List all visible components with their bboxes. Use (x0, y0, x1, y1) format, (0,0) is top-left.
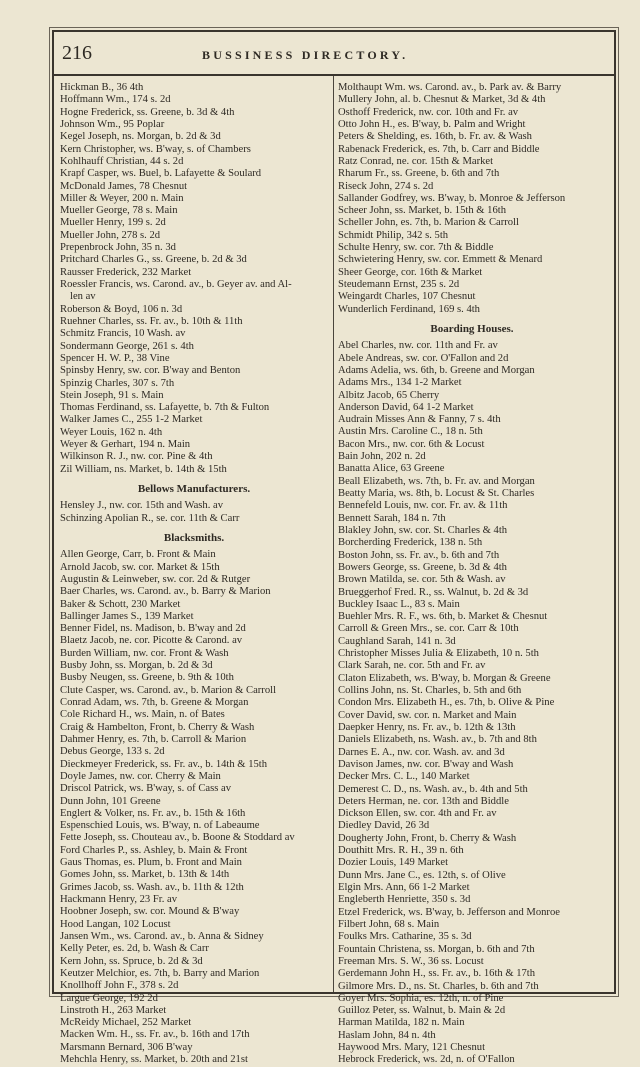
directory-entry: Molthaupt Wm. ws. Carond. av., b. Park av. & Barry (338, 82, 562, 93)
directory-entry: Thomas Ferdinand, ss. Lafayette, b. 7th & Fulton (60, 402, 270, 414)
directory-entry: Kern John, ss. Spruce, b. 2d & 3d (60, 955, 203, 967)
directory-entry: Decker Mrs. C. L., 140 Market (338, 771, 470, 783)
directory-entry: Mueller Henry, 199 s. 2d (60, 217, 166, 229)
directory-entry: Dunn Mrs. Jane C., es. 12th, s. of Olive (338, 869, 506, 881)
directory-entry: Rharum Fr., ss. Greene, b. 6th and 7th (338, 168, 500, 180)
directory-entry: Hebrock Frederick, ws. 2d, n. of O'Fallon (338, 1054, 515, 1066)
header-rule (54, 74, 614, 76)
directory-entry: Schulte Henry, sw. cor. 7th & Biddle (338, 242, 494, 254)
directory-entry: Conrad Adam, ws. 7th, b. Greene & Morgan (60, 697, 249, 708)
directory-entry: Allen George, Carr, b. Front & Main (60, 549, 216, 561)
directory-entry: Dieckmeyer Frederick, ss. Fr. av., b. 14th & 15th (60, 758, 268, 770)
directory-entry: Blaetz Jacob, ne. cor. Picotte & Carond. av (60, 635, 243, 647)
directory-entry: Caughland Sarah, 141 n. 3d (338, 635, 456, 647)
directory-entry: Foulks Mrs. Catharine, 35 s. 3d (338, 931, 472, 943)
directory-entry: Guilloz Peter, ss. Walnut, b. Main & 2d (338, 1005, 506, 1017)
directory-entry: Dozier Louis, 149 Market (338, 857, 449, 869)
directory-entry: Ballinger James S., 139 Market (60, 610, 194, 622)
directory-entry: Abele Andreas, sw. cor. O'Fallon and 2d (338, 352, 509, 364)
directory-entry: Busby Neugen, ss. Greene, b. 9th & 10th (60, 672, 234, 684)
directory-entry: Weyer Louis, 162 n. 4th (60, 426, 163, 438)
directory-entry: Busby John, ss. Morgan, b. 2d & 3d (60, 660, 213, 672)
directory-entry: Daepker Henry, ns. Fr. av., b. 12th & 13th (338, 721, 516, 733)
directory-entry: Ratz Conrad, ne. cor. 15th & Market (338, 155, 494, 167)
directory-entry: Steudemann Ernst, 235 s. 2d (338, 279, 460, 290)
directory-entry: Hood Langan, 102 Locust (60, 918, 171, 930)
directory-entry: Hackmann Henry, 23 Fr. av (60, 894, 177, 905)
directory-entry: Sheer George, cor. 16th & Market (338, 266, 483, 278)
directory-entry: Ruehner Charles, ss. Fr. av., b. 10th & 11th (60, 315, 243, 327)
directory-entry: Otto John H., es. B'way, b. Palm and Wright (338, 118, 526, 130)
directory-entry: Kohlhauff Christian, 44 s. 2d (60, 155, 184, 167)
directory-entry: Bain John, 202 n. 2d (338, 451, 426, 463)
directory-entry: Beatty Maria, ws. 8th, b. Locust & St. Charles (338, 488, 535, 499)
directory-entry: Davison James, nw. cor. B'way and Wash (338, 758, 514, 770)
directory-entry: Dougherty John, Front, b. Cherry & Wash (338, 832, 517, 844)
directory-entry: Peters & Shelding, es. 16th, b. Fr. av. & Wash (338, 131, 532, 143)
directory-entry: Roberson & Boyd, 106 n. 3d (60, 303, 183, 315)
section-heading: Blacksmiths. (163, 531, 225, 544)
directory-entry: Schinzing Apolian R., se. cor. 11th & Carr (60, 512, 240, 524)
directory-entry: Mehchla Henry, ss. Market, b. 20th and 21st (60, 1054, 248, 1066)
directory-entry: Kern Christopher, ws. B'way, s. of Chambers (60, 143, 251, 155)
directory-entry: Clark Sarah, ne. cor. 5th and Fr. av (338, 660, 486, 672)
directory-entry: Bowers George, ss. Greene, b. 3d & 4th (338, 561, 507, 573)
directory-entry: Zil William, ns. Market, b. 14th & 15th (60, 463, 227, 475)
directory-entry: Cover David, sw. cor. n. Market and Main (338, 709, 517, 721)
directory-entry: Kegel Joseph, ns. Morgan, b. 2d & 3d (60, 131, 221, 143)
directory-entry: Fountain Christena, ss. Morgan, b. 6th and 7th (338, 943, 535, 955)
running-title: BUSSINESS DIRECTORY. (202, 48, 409, 62)
directory-entry: Craig & Hambelton, Front, b. Cherry & Wash (60, 721, 255, 733)
directory-entry: Macken Wm. H., ss. Fr. av., b. 16th and 17th (60, 1029, 250, 1041)
column-divider (333, 76, 334, 992)
directory-entry: Filbert John, 68 s. Main (338, 918, 440, 930)
directory-entry: Buehler Mrs. R. F., ws. 6th, b. Market & Chesnut (338, 611, 548, 623)
directory-entry: McReidy Michael, 252 Market (60, 1017, 192, 1029)
directory-entry: Albitz Jacob, 65 Cherry (338, 389, 440, 401)
left-column (60, 82, 328, 1066)
directory-entry: Weingardt Charles, 107 Chesnut (338, 291, 476, 303)
directory-entry: Englert & Volker, ns. Fr. av., b. 15th & 16th (60, 807, 246, 819)
directory-entry: Audrain Misses Ann & Fanny, 7 s. 4th (338, 414, 501, 426)
directory-entry: Gomes John, ss. Market, b. 13th & 14th (60, 869, 230, 881)
section-heading: Boarding Houses. (430, 322, 514, 335)
directory-entry: Bacon Mrs., nw. cor. 6th & Locust (338, 438, 485, 450)
directory-entry: Harman Matilda, 182 n. Main (338, 1017, 465, 1029)
directory-entry: Carroll & Green Mrs., se. cor. Carr & 10th (338, 623, 519, 635)
directory-entry: Schwietering Henry, sw. cor. Emmett & Menard (338, 254, 543, 266)
directory-entry: Roessler Francis, ws. Carond. av., b. Geyer av. and Al- (60, 279, 292, 290)
directory-entry: Daniels Elizabeth, ns. Wash. av., b. 7th and 8th (338, 734, 537, 746)
directory-entry: Cole Richard H., ws. Main, n. of Bates (60, 709, 225, 721)
directory-entry: Doyle James, nw. cor. Cherry & Main (60, 770, 221, 782)
directory-entry: Clute Casper, ws. Carond. av., b. Marion & Carroll (60, 684, 277, 696)
directory-entry: Kelly Peter, es. 2d, b. Wash & Carr (60, 943, 209, 955)
directory-entry: Engleberth Henriette, 350 s. 3d (338, 894, 471, 906)
directory-entry: Knollhoff John F., 378 s. 2d (60, 980, 179, 992)
directory-entry: Mueller George, 78 s. Main (60, 205, 178, 217)
directory-entry: Wunderlich Ferdinand, 169 s. 4th (338, 303, 480, 315)
directory-entry: Schmidt Philip, 342 s. 5th (338, 229, 449, 241)
directory-entry: Brown Matilda, se. cor. 5th & Wash. av (338, 574, 506, 586)
directory-entry: Bennett Sarah, 184 n. 7th (338, 512, 446, 524)
directory-page (52, 30, 616, 1066)
directory-entry: Fette Joseph, ss. Chouteau av., b. Boone & Stoddard av (60, 832, 295, 844)
directory-entry: Rabenack Frederick, es. 7th, b. Carr and Biddle (338, 143, 540, 155)
directory-entry: Augustin & Leinweber, sw. cor. 2d & Rutger (60, 573, 251, 585)
directory-entry: Borcherding Frederick, 138 n. 5th (338, 537, 483, 549)
directory-entry: Condon Mrs. Elizabeth H., es. 7th, b. Olive & Pine (338, 697, 555, 709)
directory-entry: Banatta Alice, 63 Greene (338, 463, 445, 475)
directory-entry: Driscol Patrick, ws. B'way, s. of Cass av (60, 783, 231, 795)
directory-entry: Collins John, ns. St. Charles, b. 5th and 6th (338, 685, 522, 696)
directory-entry: Sondermann George, 261 s. 4th (60, 340, 194, 352)
directory-entry: Dunn John, 101 Greene (60, 795, 161, 807)
directory-entry: Scheer John, ss. Market, b. 15th & 16th (338, 205, 507, 217)
directory-entry: Bennefeld Louis, nw. cor. Fr. av. & 11th (338, 500, 508, 512)
directory-entry: Abel Charles, nw. cor. 11th and Fr. av (338, 340, 498, 352)
directory-entry: Deters Herman, ne. cor. 13th and Biddle (338, 795, 509, 807)
directory-entry: Ford Charles P., ss. Ashley, b. Main & Front (60, 844, 248, 856)
directory-entry: Baker & Schott, 230 Market (60, 598, 181, 610)
directory-entry: Marsmann Bernard, 306 B'way (60, 1041, 193, 1053)
directory-entry: Keutzer Melchior, es. 7th, b. Barry and Marion (60, 967, 260, 979)
directory-entry: Prepenbrock John, 35 n. 3d (60, 242, 176, 254)
section-heading: Bellows Manufacturers. (137, 483, 251, 495)
directory-entry: Rausser Frederick, 232 Market (60, 266, 192, 278)
directory-entry: Boston John, ss. Fr. av., b. 6th and 7th (338, 549, 500, 561)
directory-entry: Mullery John, al. b. Chesnut & Market, 3d & 4th (338, 94, 546, 106)
page-header (62, 42, 606, 72)
directory-entry: Haywood Mrs. Mary, 121 Chesnut (338, 1042, 486, 1054)
directory-entry: Etzel Frederick, ws. B'way, b. Jefferson and Monroe (338, 906, 560, 918)
directory-entry: Anderson David, 64 1-2 Market (338, 401, 474, 413)
directory-entry: Elgin Mrs. Ann, 66 1-2 Market (338, 882, 470, 893)
directory-entry: Spinzig Charles, 307 s. 7th (60, 377, 175, 389)
directory-entry: Largue George, 192 2d (60, 992, 158, 1004)
directory-entry: Hoffmann Wm., 174 s. 2d (60, 94, 171, 106)
directory-entry: Goyer Mrs. Sophia, es. 12th, n. of Pine (338, 992, 504, 1004)
directory-entry: Dickson Ellen, sw. cor. 4th and Fr. av (338, 808, 497, 820)
directory-entry: Scheller John, es. 7th, b. Marion & Carroll (338, 217, 519, 229)
directory-entry: Benner Fidel, ns. Madison, b. B'way and 2d (60, 623, 246, 635)
directory-entry: Osthoff Frederick, nw. cor. 10th and Fr. av (338, 106, 519, 118)
directory-entry: Riseck John, 274 s. 2d (338, 180, 434, 192)
directory-entry: Hensley J., nw. cor. 15th and Wash. av (60, 500, 224, 512)
directory-entry: Walker James C., 255 1-2 Market (60, 414, 203, 426)
directory-entry: Diedley David, 26 3d (338, 820, 430, 832)
directory-entry: Brueggerhof Fred. R., ss. Walnut, b. 2d & 3d (338, 586, 529, 598)
directory-entry: Krapf Casper, ws. Buel, b. Lafayette & Soulard (60, 168, 262, 180)
directory-entry: Espenschied Louis, ws. B'way, n. of Labeaume (60, 820, 260, 832)
directory-entry: Buckley Isaac L., 83 s. Main (338, 598, 460, 610)
directory-entry: Gaus Thomas, es. Plum, b. Front and Main (60, 857, 242, 869)
directory-entry: Haslam John, 84 n. 4th (338, 1029, 436, 1041)
directory-entry: Grimes Jacob, ss. Wash. av., b. 11th & 12th (60, 881, 244, 893)
directory-entry: Wilkinson R. J., nw. cor. Pine & 4th (60, 451, 213, 463)
directory-entry: McDonald James, 78 Chesnut (60, 180, 188, 192)
directory-entry: Sallander Godfrey, ws. B'way, b. Monroe & Jefferson (338, 192, 566, 204)
directory-entry: Weyer & Gerhart, 194 n. Main (60, 439, 191, 451)
directory-entry: Miller & Weyer, 200 n. Main (60, 192, 184, 204)
directory-entry: Johnson Wm., 95 Poplar (60, 118, 165, 130)
directory-entry: Demerest C. D., ns. Wash. av., b. 4th and 5th (338, 783, 528, 795)
directory-entry: Hickman B., 36 4th (60, 82, 144, 93)
directory-entry: Beall Elizabeth, ws. 7th, b. Fr. av. and Morgan (338, 475, 535, 487)
directory-entry: Baer Charles, ws. Carond. av., b. Barry & Marion (60, 586, 271, 598)
directory-entry: Stein Joseph, 91 s. Main (60, 389, 164, 401)
directory-entry: Linstroth H., 263 Market (60, 1004, 167, 1016)
directory-entry: len av (70, 291, 96, 303)
directory-entry: Adams Adelia, ws. 6th, b. Greene and Morgan (338, 364, 535, 376)
directory-entry: Austin Mrs. Caroline C., 18 n. 5th (338, 426, 483, 438)
directory-entry: Christopher Misses Julia & Elizabeth, 10 n. 5th (338, 648, 539, 660)
directory-entry: Darnes E. A., nw. cor. Wash. av. and 3d (338, 746, 505, 758)
directory-entry: Adams Mrs., 134 1-2 Market (338, 377, 462, 389)
directory-entry: Arnold Jacob, sw. cor. Market & 15th (60, 561, 220, 573)
directory-entry: Blakley John, sw. cor. St. Charles & 4th (338, 524, 508, 536)
directory-entry: Douthitt Mrs. R. H., 39 n. 6th (338, 845, 464, 857)
directory-entry: Claton Elizabeth, ws. B'way, b. Morgan & Greene (338, 672, 551, 684)
right-column (338, 82, 606, 1067)
directory-entry: Freeman Mrs. S. W., 36 ss. Locust (338, 955, 484, 967)
directory-entry: Gerdemann John H., ss. Fr. av., b. 16th & 17th (338, 968, 536, 980)
directory-entry: Schmitz Francis, 10 Wash. av (60, 328, 186, 340)
directory-entry: Dahmer Henry, es. 7th, b. Carroll & Marion (60, 733, 247, 745)
directory-entry: Hoobner Joseph, sw. cor. Mound & B'way (60, 906, 240, 918)
directory-entry: Burden William, nw. cor. Front & Wash (60, 647, 229, 659)
directory-entry: Spinsby Henry, sw. cor. B'way and Benton (60, 365, 241, 377)
page-number: 216 (62, 42, 92, 64)
directory-entry: Debus George, 133 s. 2d (60, 746, 165, 758)
directory-entry: Pritchard Charles G., ss. Greene, b. 2d & 3d (60, 254, 247, 266)
directory-entry: Hogne Frederick, ss. Greene, b. 3d & 4th (60, 106, 235, 118)
directory-entry: Jansen Wm., ws. Carond. av., b. Anna & Sidney (60, 930, 264, 942)
directory-entry: Spencer H. W. P., 38 Vine (60, 352, 170, 364)
directory-entry: Mueller John, 278 s. 2d (60, 229, 161, 241)
directory-entry: Gilmore Mrs. D., ns. St. Charles, b. 6th and 7th (338, 980, 539, 992)
